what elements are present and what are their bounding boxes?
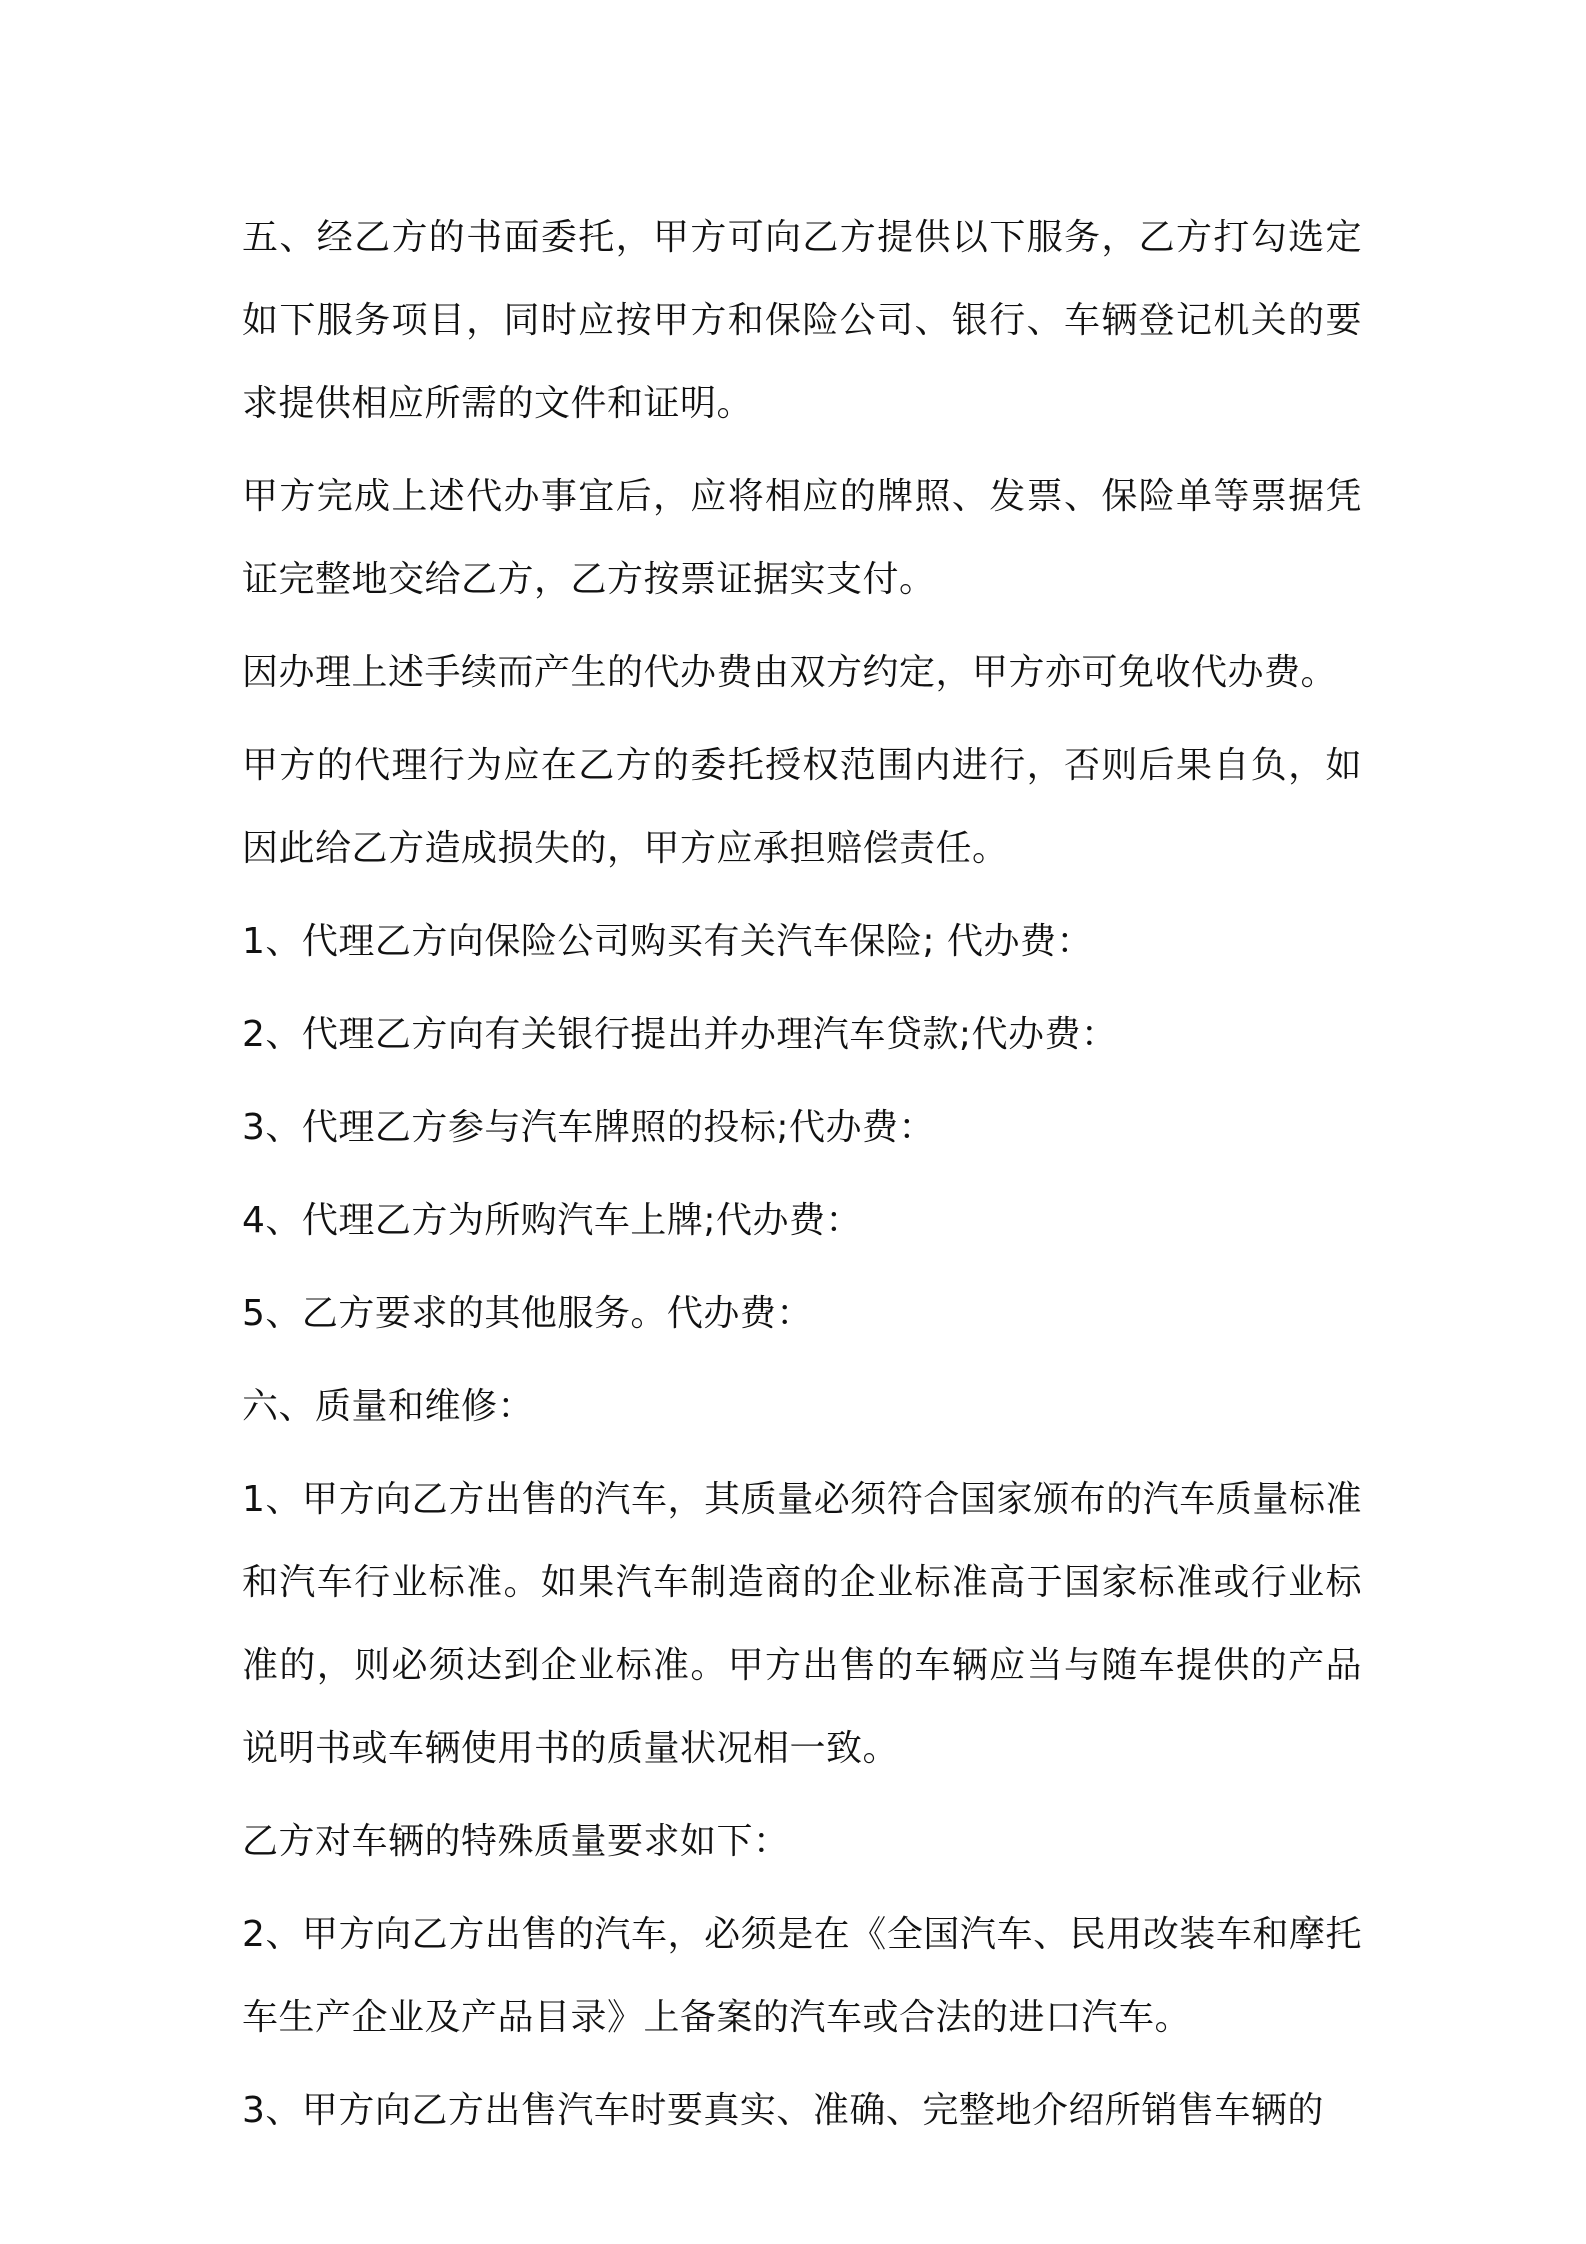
paragraph-quality-standard: 1、甲方向乙方出售的汽车，其质量必须符合国家颁布的汽车质量标准和汽车行业标准。如果汽车制造商的企业标准高于国家标准或行业标准的，则必须达到企业标准。甲方出售的车辆应当与随车提供的产品说明书或车辆使用书的质量状况相一致。 — [242, 1479, 1362, 1769]
list-item-plate-bid: 3、代理乙方参与汽车牌照的投标;代办费： — [242, 1107, 936, 1148]
paragraph-agency-fee: 因办理上述手续而产生的代办费由双方约定，甲方亦可免收代办费。 — [242, 652, 1338, 693]
paragraph-special-requirements: 乙方对车辆的特殊质量要求如下： — [242, 1821, 790, 1862]
section-heading-quality: 六、质量和维修： — [242, 1386, 535, 1427]
paragraph-section-5: 五、经乙方的书面委托，甲方可向乙方提供以下服务，乙方打勾选定如下服务项目，同时应按甲方和保险公司、银行、车辆登记机关的要求提供相应所需的文件和证明。 — [242, 217, 1362, 424]
list-item-insurance: 1、代理乙方向保险公司购买有关汽车保险; 代办费： — [242, 921, 1093, 962]
paragraph-vehicle-description: 3、甲方向乙方出售汽车时要真实、准确、完整地介绍所销售车辆的 — [242, 2090, 1324, 2131]
paragraph-agency-scope: 甲方的代理行为应在乙方的委托授权范围内进行，否则后果自负，如因此给乙方造成损失的，甲方应承担赔偿责任。 — [242, 745, 1362, 869]
paragraph-catalog-registration: 2、甲方向乙方出售的汽车，必须是在《全国汽车、民用改装车和摩托车生产企业及产品目录》上备案的汽车或合法的进口汽车。 — [242, 1914, 1362, 2038]
document-body — [242, 196, 1362, 2162]
paragraph-delivery-docs: 甲方完成上述代办事宜后，应将相应的牌照、发票、保险单等票据凭证完整地交给乙方，乙方按票证据实支付。 — [242, 476, 1362, 600]
list-item-loan: 2、代理乙方向有关银行提出并办理汽车贷款;代办费： — [242, 1014, 1118, 1055]
list-item-registration: 4、代理乙方为所购汽车上牌;代办费： — [242, 1200, 863, 1241]
list-item-other-services: 5、乙方要求的其他服务。代办费： — [242, 1293, 813, 1334]
